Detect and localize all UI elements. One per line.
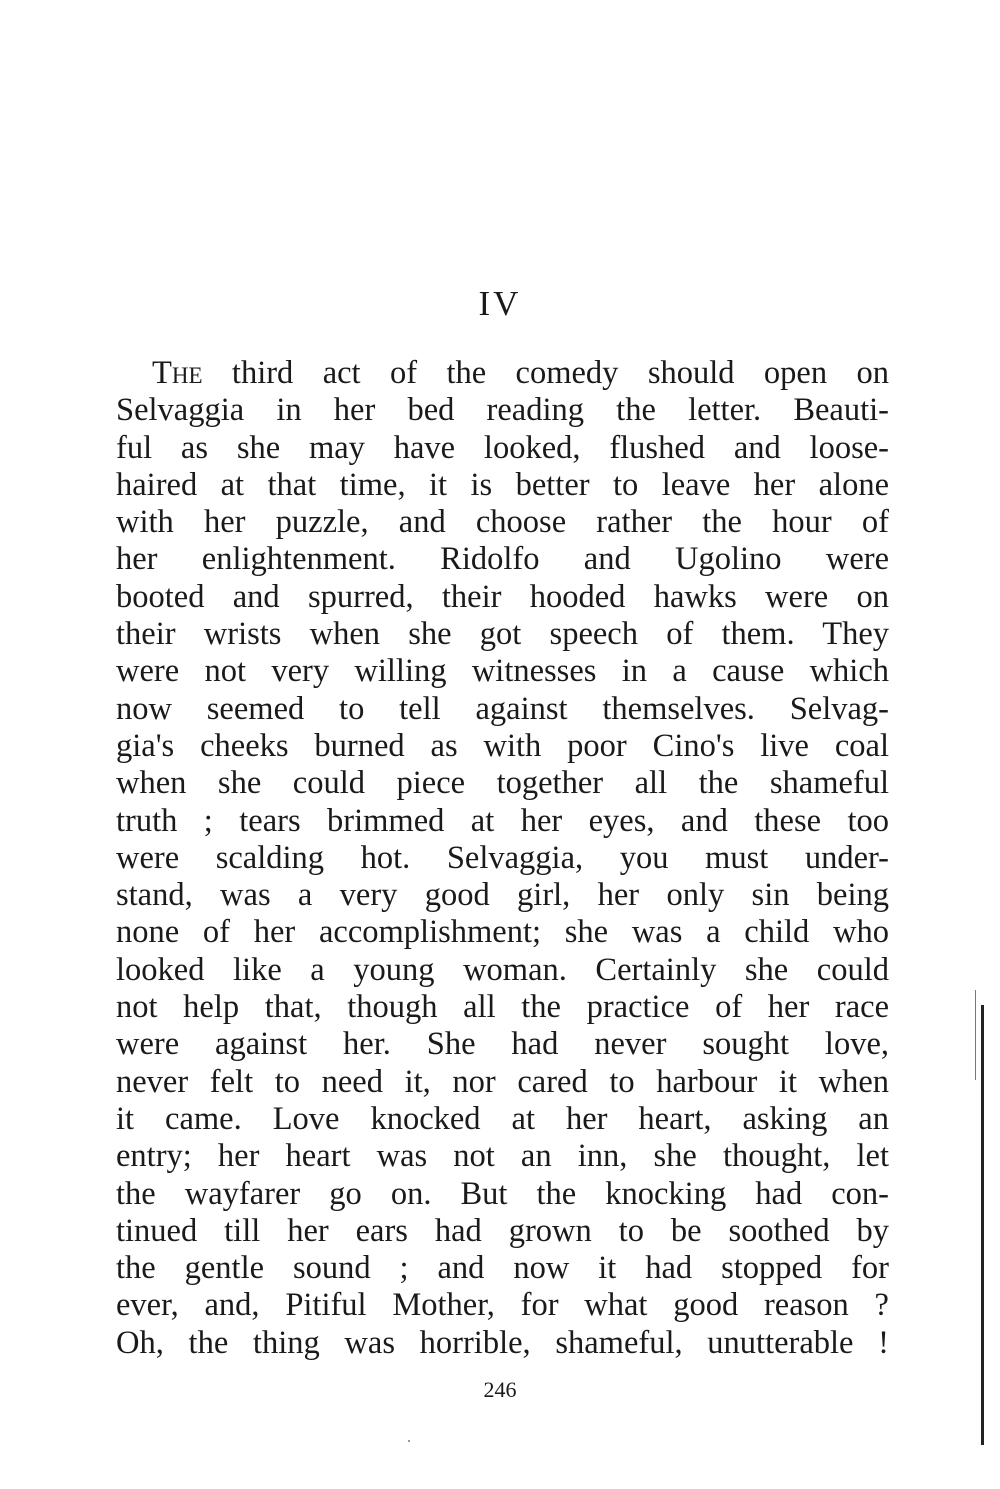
text-line: entry; her heart was not an inn, she thought, let bbox=[116, 1138, 889, 1175]
scan-speck bbox=[408, 1440, 410, 1442]
text-line: gia's cheeks burned as with poor Cino's live coal bbox=[116, 727, 889, 764]
text-line-last: Oh, the thing was horrible, shameful, unutterable ! bbox=[116, 1324, 889, 1361]
text-line: their wrists when she got speech of them. They bbox=[116, 616, 889, 653]
text-line: none of her accomplishment; she was a child who bbox=[116, 914, 889, 951]
text-line: stand, was a very good girl, her only sin being bbox=[116, 877, 889, 914]
text-line: were not very willing witnesses in a cause which bbox=[116, 653, 889, 690]
text-line: booted and spurred, their hooded hawks were on bbox=[116, 578, 889, 615]
scan-edge-mark bbox=[975, 990, 976, 1080]
chapter-heading: IV bbox=[478, 284, 522, 323]
opening-small-caps: The bbox=[152, 355, 203, 391]
chapter-body bbox=[116, 355, 889, 1362]
text-line: not help that, though all the practice of her race bbox=[116, 989, 889, 1026]
text-line: with her puzzle, and choose rather the hour of bbox=[116, 504, 889, 541]
text-line: it came. Love knocked at her heart, asking an bbox=[116, 1100, 889, 1137]
text-line: when she could piece together all the shameful bbox=[116, 765, 889, 802]
opening-rest: third act of the comedy should open on bbox=[202, 355, 889, 391]
text-line-opening bbox=[116, 355, 889, 392]
text-line: were against her. She had never sought love, bbox=[116, 1026, 889, 1063]
text-line: Selvaggia in her bed reading the letter. Beauti- bbox=[116, 392, 889, 429]
text-line: ful as she may have looked, flushed and loose- bbox=[116, 429, 889, 466]
text-line: truth ; tears brimmed at her eyes, and these too bbox=[116, 802, 889, 839]
scan-edge-shadow bbox=[981, 1005, 984, 1445]
page-number: 246 bbox=[483, 1377, 517, 1402]
text-line: tinued till her ears had grown to be soothed by bbox=[116, 1212, 889, 1249]
text-line: never felt to need it, nor cared to harbour it when bbox=[116, 1063, 889, 1100]
text-line: the wayfarer go on. But the knocking had con- bbox=[116, 1175, 889, 1212]
text-line: looked like a young woman. Certainly she could bbox=[116, 951, 889, 988]
text-line: ever, and, Pitiful Mother, for what good reason ? bbox=[116, 1287, 889, 1324]
text-line: haired at that time, it is better to leave her alone bbox=[116, 466, 889, 503]
text-line: her enlightenment. Ridolfo and Ugolino were bbox=[116, 541, 889, 578]
text-line: were scalding hot. Selvaggia, you must under- bbox=[116, 839, 889, 876]
text-line: the gentle sound ; and now it had stopped for bbox=[116, 1250, 889, 1287]
text-line: now seemed to tell against themselves. Selvag- bbox=[116, 690, 889, 727]
